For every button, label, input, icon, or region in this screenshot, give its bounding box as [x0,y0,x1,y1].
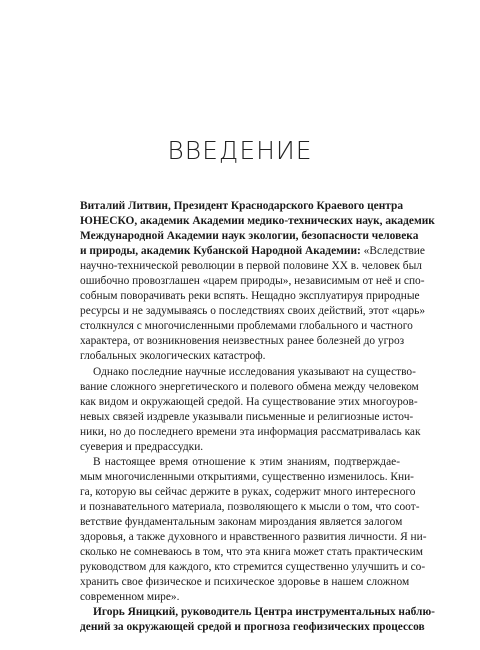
text-line [80,455,400,470]
text-line [80,500,420,515]
regular-text: сколько не сомневаюсь в том, что эта книга может стать практическим [80,546,423,559]
text-line [80,274,425,289]
regular-text: ресурсы и не задумываясь о последствиях своих действий, этот «царь» [80,305,426,318]
text-line [80,440,400,455]
regular-text: собным поворачивать реки вспять. Нещадно эксплуатируя природные [80,290,420,303]
regular-text: ники, но до последнего времени эта информация рассматривалась как [80,425,421,438]
text-line [80,365,416,380]
bold-text: и природы, академик Кубанской Народной Академии: [80,245,361,258]
text-line [80,304,426,319]
regular-text: и познавательного материала, позволяющего к мысли о том, что соот- [80,500,420,513]
paragraph [80,199,435,365]
bold-text: Игорь Яницкий, руководитель Центра инструментальных наблю- [93,606,435,619]
text-line [80,425,421,440]
text-line [80,229,419,244]
regular-text: руководством для каждого, кто стремится существенно улучшить и со- [80,561,426,574]
paragraph [80,365,421,455]
text-line [80,560,426,575]
text-line [80,545,423,560]
text-line [80,289,420,304]
text-line [80,590,400,605]
text-line [80,530,427,545]
paragraph [80,455,427,605]
regular-text: научно-технической революции в первой половине XX в. человек был [80,260,422,273]
text-line [80,395,418,410]
text-line [80,259,422,274]
regular-text: столкнулся с многочисленными проблемами глобального и частного [80,320,413,333]
text-line [80,199,404,214]
paragraph [80,605,435,635]
text-line [80,470,414,485]
regular-text: глобальных экологических катастроф. [80,350,266,363]
regular-text: вание сложного энергетического и полевого обмена между человеком [80,380,419,393]
text-line [80,349,400,364]
text-line [80,605,435,620]
chapter-title: ВВЕДЕНИЕ [167,136,313,165]
regular-text: как видом и окружающей средой. На существование этих многоуров- [80,395,418,408]
text-line [80,575,410,590]
bold-text: Виталий Литвин, Президент Краснодарского Краевого центра [80,200,404,212]
text-line [80,485,416,500]
text-line [80,244,425,259]
regular-text: ветствие фундаментальным законам мироздания является залогом [80,515,403,528]
regular-text: га, которую вы сейчас держите в руках, содержит много интересного [80,485,416,498]
text-line [80,334,405,349]
text-line [80,380,419,395]
regular-text: хранить свое физическое и психическое здоровье в нашем сложном [80,576,410,589]
regular-text: В настоящее время отношение к этим знаниям, подтверждае- [93,455,400,468]
body-text [80,199,435,635]
regular-text: невых связей издревле указывали письменные и религиозные источ- [80,410,414,423]
regular-text: современном мире». [80,591,180,604]
regular-text: ошибочно провозглашен «царем природы», независимым от неё и спо- [80,275,425,288]
text-line [80,214,435,229]
bold-text: Международной Академии наук экологии, безопасности человека [80,230,419,243]
text-line [80,620,425,635]
bold-text: ЮНЕСКО, академик Академии медико-технических наук, академик [80,215,435,228]
regular-text: суеверия и предрассудки. [80,440,204,453]
regular-text: Однако последние научные исследования указывают на существо- [93,365,416,378]
regular-text: характера, от возникновения неизвестных ранее болезней до угроз [80,335,405,348]
regular-text: мым многочисленными открытиями, существенно изменилось. Кни- [80,470,414,483]
text-line [80,410,414,425]
bold-text: дений за окружающей средой и прогноза геофизических процессов [80,621,425,634]
regular-text: здоровья, а также духовного и нравственного развития личности. Я ни- [80,531,427,544]
text-line [80,515,403,530]
regular-text: «Вследствие [360,245,425,258]
text-line [80,319,413,334]
